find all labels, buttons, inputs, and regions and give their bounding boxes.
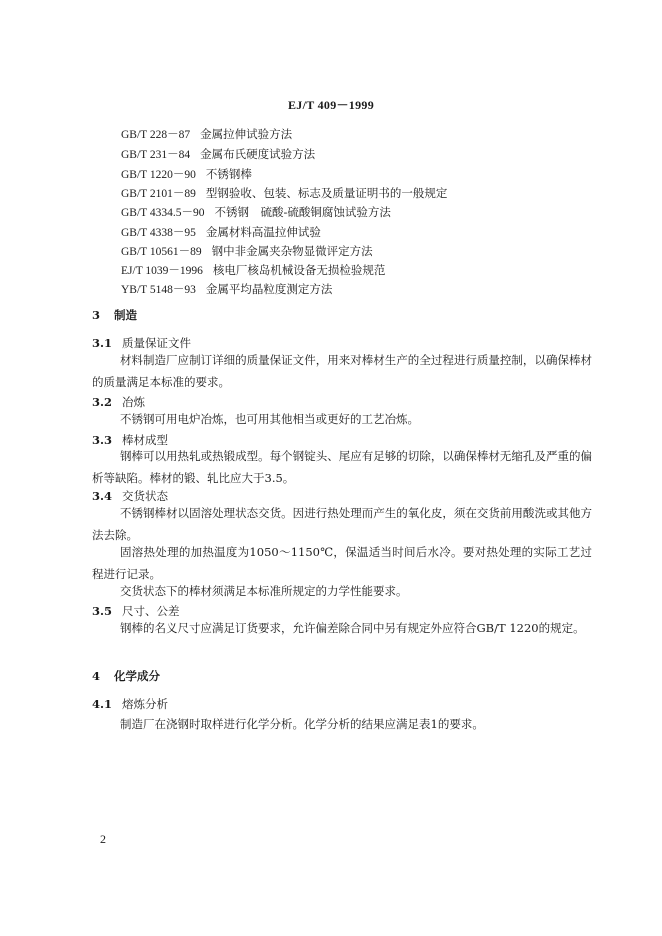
- page-header: EJ/T 409－1999: [287, 98, 375, 112]
- subsection-title: 棒材成型: [122, 433, 168, 447]
- reference-title: 金属布氏硬度试验方法: [200, 147, 316, 161]
- reference-code: GB/T 2101－89: [121, 188, 196, 200]
- section-title: 化学成分: [114, 669, 160, 683]
- section-heading: [92, 668, 160, 684]
- section-title: 制造: [114, 308, 137, 322]
- reference-item: [121, 204, 391, 220]
- paragraph: 材料制造厂应制订详细的质量保证文件，用来对棒材生产的全过程进行质量控制，以确保棒材的质量满足本标准的要求。: [92, 353, 592, 389]
- subsection-title: 冶炼: [122, 395, 145, 409]
- reference-title: 钢中非金属夹杂物显微评定方法: [211, 244, 373, 258]
- reference-title: 金属平均晶粒度测定方法: [205, 282, 333, 296]
- reference-code: GB/T 228－87: [121, 129, 191, 141]
- reference-item: [121, 126, 292, 142]
- subsection-title: 交货状态: [122, 489, 168, 503]
- reference-title: 不锈钢棒: [205, 167, 252, 181]
- paragraph: 制造厂在浇钢时取样进行化学分析。化学分析的结果应满足表1的要求。: [120, 717, 484, 731]
- reference-title: 核电厂核岛机械设备无损检验规范: [212, 263, 386, 277]
- subsection-number: 3.1: [92, 336, 113, 350]
- page-number: 2: [100, 832, 106, 846]
- subsection-number: 3.2: [92, 395, 113, 409]
- paragraph: 钢棒可以用热轧或热锻成型。每个钢锭头、尾应有足够的切除，以确保棒材无缩孔及严重的偏析等缺陷。棒材的锻、轧比应大于3.5。: [92, 449, 592, 485]
- subsection-number: 3.4: [92, 489, 113, 503]
- reference-item: [121, 262, 385, 278]
- paragraph: 固溶热处理的加热温度为1050～1150℃，保温适当时间后水冷。要对热处理的实际工艺过程进行记录。: [92, 545, 592, 581]
- reference-title: 不锈钢 硫酸-硫酸铜腐蚀试验方法: [214, 205, 391, 219]
- reference-code: GB/T 4334.5－90: [121, 207, 205, 219]
- section-number: 3: [92, 308, 101, 322]
- reference-code: GB/T 4338－95: [121, 227, 196, 239]
- reference-item: [121, 224, 321, 240]
- subsection-title: 熔炼分析: [122, 697, 168, 711]
- paragraph: 交货状态下的棒材须满足本标准所规定的力学性能要求。: [120, 584, 408, 598]
- subsection-number: 4.1: [92, 697, 113, 711]
- reference-item: [121, 166, 252, 182]
- reference-title: 金属材料高温拉伸试验: [205, 225, 321, 239]
- subsection-title: 质量保证文件: [122, 336, 191, 350]
- reference-code: GB/T 10561－89: [121, 246, 202, 258]
- reference-title: 型钢验收、包装、标志及质量证明书的一般规定: [205, 186, 448, 200]
- reference-item: [121, 243, 373, 259]
- reference-item: [121, 281, 332, 297]
- section-heading: [92, 307, 137, 323]
- paragraph: 不锈钢棒材以固溶处理状态交货。因进行热处理而产生的氧化皮，须在交货前用酸洗或其他方法去除。: [92, 506, 592, 542]
- subsection-heading: [92, 696, 168, 712]
- reference-code: GB/T 1220－90: [121, 169, 196, 181]
- reference-code: EJ/T 1039－1996: [121, 265, 203, 277]
- subsection-number: 3.5: [92, 604, 113, 618]
- subsection-number: 3.3: [92, 433, 113, 447]
- paragraph: 钢棒的名义尺寸应满足订货要求，允许偏差除合同中另有规定外应符合GB/T 1220的规定。: [120, 621, 585, 635]
- paragraph: 不锈钢可用电炉冶炼，也可用其他相当或更好的工艺冶炼。: [120, 412, 419, 426]
- section-number: 4: [92, 669, 101, 683]
- reference-item: [121, 146, 315, 162]
- reference-code: YB/T 5148－93: [121, 284, 196, 296]
- reference-title: 金属拉伸试验方法: [200, 127, 293, 141]
- reference-item: [121, 185, 447, 201]
- subsection-title: 尺寸、公差: [122, 604, 180, 618]
- reference-code: GB/T 231－84: [121, 149, 191, 161]
